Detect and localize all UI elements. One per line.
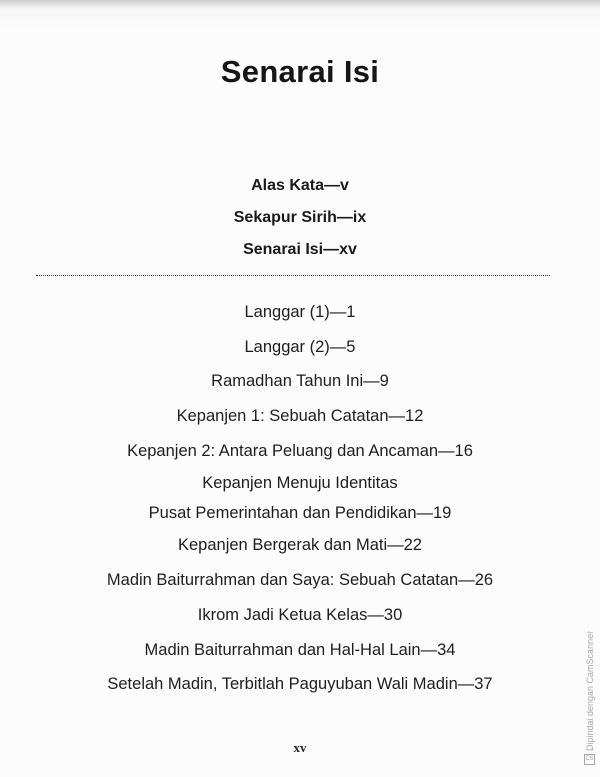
toc-front-entry: Sekapur Sirih—ix: [233, 209, 367, 226]
toc-entry: Kepanjen Menuju Identitas: [202, 474, 398, 493]
toc-entry: Setelah Madin, Terbitlah Paguyuban Wali Madin—37: [107, 675, 493, 694]
toc-entry: Madin Baiturrahman dan Hal-Hal Lain—34: [144, 640, 456, 659]
toc-entry: Kepanjen 2: Antara Peluang dan Ancaman—16: [127, 441, 473, 460]
toc-front-entry: Senarai Isi—xv: [243, 241, 357, 258]
front-matter-list: [0, 170, 600, 266]
page-title: Senarai Isi: [220, 54, 380, 89]
toc-front-entry: Alas Kata—v: [251, 177, 349, 194]
toc-entry: Kepanjen Bergerak dan Mati—22: [178, 536, 422, 555]
page-number: xv: [293, 740, 307, 755]
toc-entry: Langgar (1)—1: [244, 303, 356, 321]
toc-entry: Ramadhan Tahun Ini—9: [211, 372, 389, 391]
toc-entry: Langgar (2)—5: [244, 337, 356, 356]
watermark-text: Dipindai dengan CamScanner: [584, 630, 595, 751]
toc-entry-continuation: Pusat Pemerintahan dan Pendidikan—19: [148, 504, 452, 523]
scan-edge-shadow: [0, 0, 600, 8]
toc-entry: Madin Baiturrahman dan Saya: Sebuah Catatan—26: [106, 571, 494, 590]
dotted-divider: [36, 275, 550, 276]
camscanner-logo-icon: CS: [584, 754, 595, 765]
scanner-watermark: [584, 631, 595, 765]
toc-entry: Kepanjen 1: Sebuah Catatan—12: [176, 407, 424, 426]
toc-list: [0, 295, 600, 702]
toc-entry: Ikrom Jadi Ketua Kelas—30: [197, 605, 403, 624]
